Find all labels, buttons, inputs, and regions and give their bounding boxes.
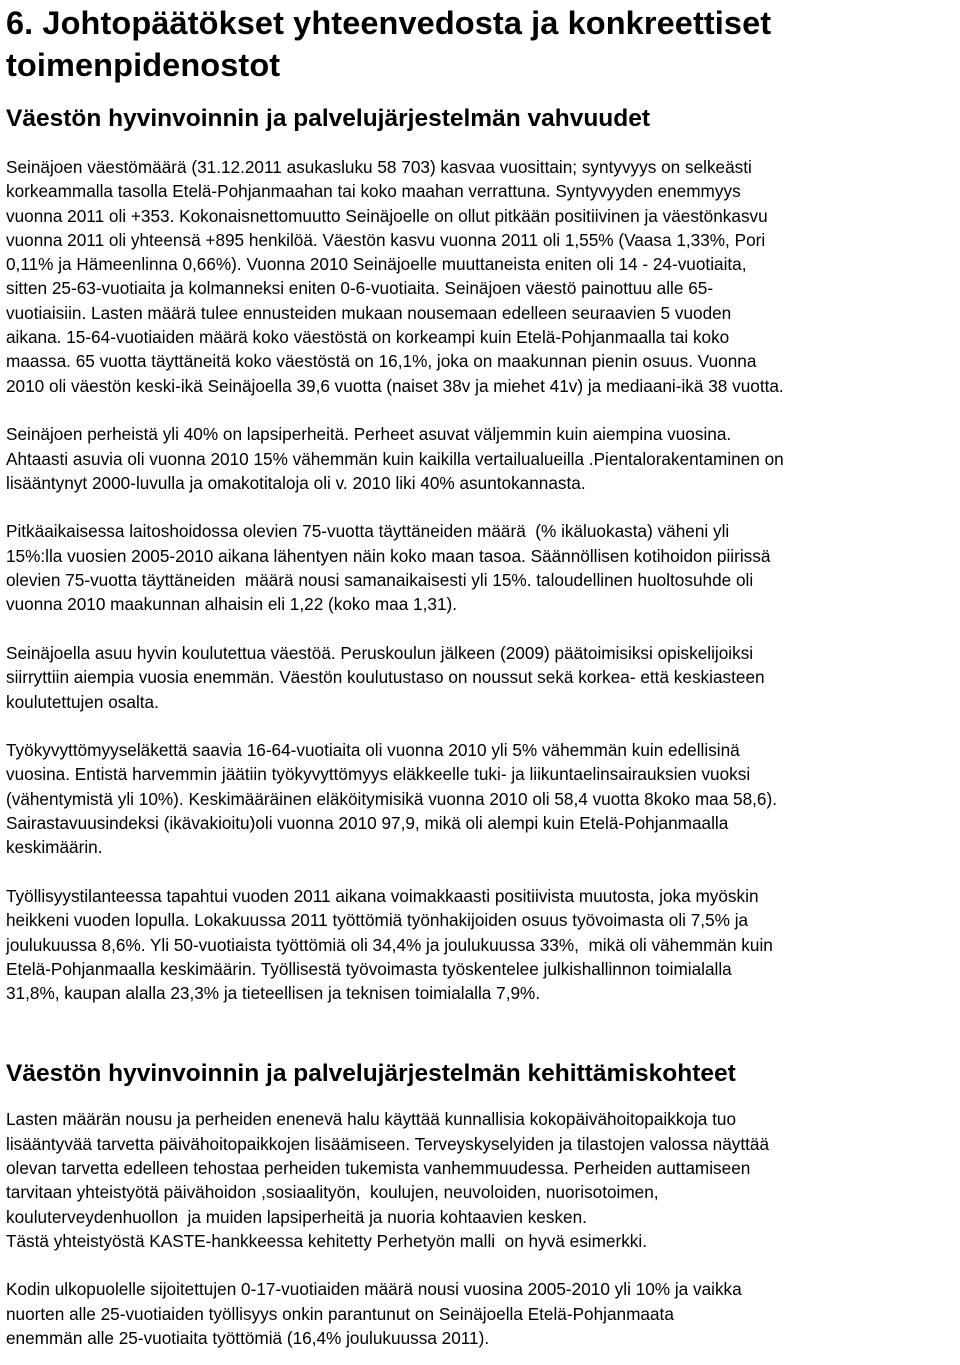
- text-line: heikkeni vuoden lopulla. Lokakuussa 2011 työttömiä työnhakijoiden osuus työvoimasta oli 7,5% ja: [6, 910, 749, 931]
- text-line: Pitkäaikaisessa laitoshoidossa olevien 75-vuotta täyttäneiden määrä (% ikäluokasta) väheni yli: [6, 521, 730, 542]
- text-line: vuonna 2011 oli +353. Kokonaisnettomuutto Seinäjoelle on ollut pitkään positiivinen ja väestönkasvu: [6, 205, 768, 226]
- document-page: [6, 0, 958, 1350]
- title-line: 6. Johtopäätökset yhteenvedosta ja konkreettiset: [6, 5, 772, 41]
- text-line: olevien 75-vuotta täyttäneiden määrä nousi samanaikaisesti yli 15%. taloudellinen huoltosuhde oli: [6, 570, 754, 591]
- text-line: (vähentymistä yli 10%). Keskimääräinen eläköitymisikä vuonna 2010 oli 58,4 vuotta 8koko maa 58,6).: [6, 788, 777, 809]
- paragraph-disability-pension: [6, 738, 958, 859]
- text-line: Seinäjoen perheistä yli 40% on lapsiperheitä. Perheet asuvat väljemmin kuin aiempina vuosina.: [6, 424, 732, 445]
- text-line: enemmän alle 25-vuotiaita työttömiä (16,4% joulukuussa 2011).: [6, 1328, 490, 1349]
- text-line: Sairastavuusindeksi (ikävakioitu)oli vuonna 2010 97,9, mikä oli alempi kuin Etelä-Pohjanmaalla: [6, 813, 729, 834]
- text-line: kouluterveydenhuollon ja muiden lapsiperheitä ja nuoria kohtaavien kesken.: [6, 1206, 587, 1227]
- text-line: Tästä yhteistyöstä KASTE-hankkeessa kehitetty Perhetyön malli on hyvä esimerkki.: [6, 1230, 647, 1251]
- text-line: Kodin ulkopuolelle sijoitettujen 0-17-vuotiaiden määrä nousi vuosina 2005-2010 yli 10% ja vaikka: [6, 1279, 742, 1300]
- section-heading-development: Väestön hyvinvoinnin ja palvelujärjestelmän kehittämiskohteet: [6, 1060, 736, 1088]
- paragraph-population: [6, 155, 958, 398]
- text-line: Etelä-Pohjanmaalla keskimäärin. Työllisestä työvoimasta työskentelee julkishallinnon toimialalla: [6, 958, 732, 979]
- text-line: Lasten määrän nousu ja perheiden enenevä halu käyttää kunnallisia kokopäivähoitopaikkoja tuo: [6, 1109, 737, 1130]
- section-body-strengths: [6, 155, 958, 1005]
- paragraph-employment: [6, 884, 958, 1005]
- text-line: Seinäjoen väestömäärä (31.12.2011 asukasluku 58 703) kasvaa vuosittain; syntyvyys on selkeästi: [6, 157, 752, 177]
- text-line: aikana. 15-64-vuotiaiden määrä koko väestöstä on korkeampi kuin Etelä-Pohjanmaalla tai koko: [6, 327, 730, 348]
- text-line: vuonna 2011 oli yhteensä +895 henkilöä. Väestön kasvu vuonna 2011 oli 1,55% (Vaasa 1,33%, Pori: [6, 229, 766, 250]
- text-line: lisääntynyt 2000-luvulla ja omakotitaloja oli v. 2010 liki 40% asuntokannasta.: [6, 472, 586, 493]
- paragraph-daycare: [6, 1107, 958, 1253]
- paragraph-education: [6, 641, 958, 714]
- text-line: vuotiaisiin. Lasten määrä tulee ennusteiden mukaan nousemaan edelleen seuraavien 5 vuoden: [6, 302, 732, 323]
- text-line: 0,11% ja Hämeenlinna 0,66%). Vuonna 2010 Seinäjoelle muuttaneista eniten oli 14 - 24-vuotiaita,: [6, 254, 747, 275]
- text-line: Ahtaasti asuvia oli vuonna 2010 15% vähemmän kuin kaikilla vertailualueilla .Pientalorakentaminen on: [6, 448, 784, 469]
- paragraph-placements: [6, 1277, 958, 1350]
- section-heading-strengths: Väestön hyvinvoinnin ja palvelujärjestelmän vahvuudet: [6, 105, 650, 132]
- paragraph-families: [6, 422, 958, 495]
- text-line: tarvitaan yhteistyötä päivähoidon ,sosiaalityön, koulujen, neuvoloiden, nuorisotoimen,: [6, 1182, 659, 1203]
- text-line: korkeammalla tasolla Etelä-Pohjanmaahan tai koko maahan verrattuna. Syntyvyyden enemmyys: [6, 181, 741, 202]
- section-body-development: [6, 1107, 958, 1350]
- text-line: keskimäärin.: [6, 837, 103, 858]
- text-line: joulukuussa 8,6%. Yli 50-vuotiaista työttömiä oli 34,4% ja joulukuussa 33%, mikä oli vähemmän kuin: [6, 934, 773, 955]
- text-line: vuosina. Entistä harvemmin jäätiin työkyvyttömyys eläkkeelle tuki- ja liikuntaelinsairauksien vuoksi: [6, 764, 751, 785]
- page-title: [6, 0, 958, 86]
- text-line: Työllisyystilanteessa tapahtui vuoden 2011 aikana voimakkaasti positiivista muutosta, joka myöskin: [6, 885, 759, 906]
- text-line: 31,8%, kaupan alalla 23,3% ja tieteellisen ja teknisen toimialalla 7,9%.: [6, 983, 541, 1004]
- text-line: lisääntyvää tarvetta päivähoitopaikkojen lisäämiseen. Terveyskyselyiden ja tilastojen valossa näyttää: [6, 1133, 770, 1154]
- text-line: koulutettujen osalta.: [6, 691, 159, 712]
- text-line: siirryttiin aiempia vuosia enemmän. Väestön koulutustaso on noussut sekä korkea- että keskiasteen: [6, 667, 765, 688]
- text-line: olevan tarvetta edelleen tehostaa perheiden tukemista vanhemmuudessa. Perheiden auttamiseen: [6, 1157, 751, 1178]
- paragraph-institutional-care: [6, 519, 958, 616]
- title-line: toimenpidenostot: [6, 47, 281, 83]
- text-line: Työkyvyttömyyseläkettä saavia 16-64-vuotiaita oli vuonna 2010 yli 5% vähemmän kuin edellisinä: [6, 740, 740, 761]
- text-line: 2010 oli väestön keski-ikä Seinäjoella 39,6 vuotta (naiset 38v ja miehet 41v) ja mediaani-ikä 38 vuotta.: [6, 375, 784, 396]
- text-line: vuonna 2010 maakunnan alhaisin eli 1,22 (koko maa 1,31).: [6, 594, 457, 615]
- text-line: nuorten alle 25-vuotiaiden työllisyys onkin parantunut on Seinäjoella Etelä-Pohjanmaata: [6, 1303, 674, 1324]
- text-line: maassa. 65 vuotta täyttäneitä koko väestöstä on 16,1%, joka on maakunnan pienin osuus. Vuonna: [6, 351, 757, 372]
- text-line: Seinäjoella asuu hyvin koulutettua väestöä. Peruskoulun jälkeen (2009) päätoimisiksi opiskelijoiksi: [6, 642, 754, 663]
- text-line: 15%:lla vuosien 2005-2010 aikana lähentyen näin koko maan tasoa. Säännöllisen kotihoidon piirissä: [6, 545, 771, 566]
- text-line: sitten 25-63-vuotiaita ja kolmanneksi eniten 0-6-vuotiaita. Seinäjoen väestö painottuu alle 65-: [6, 278, 714, 299]
